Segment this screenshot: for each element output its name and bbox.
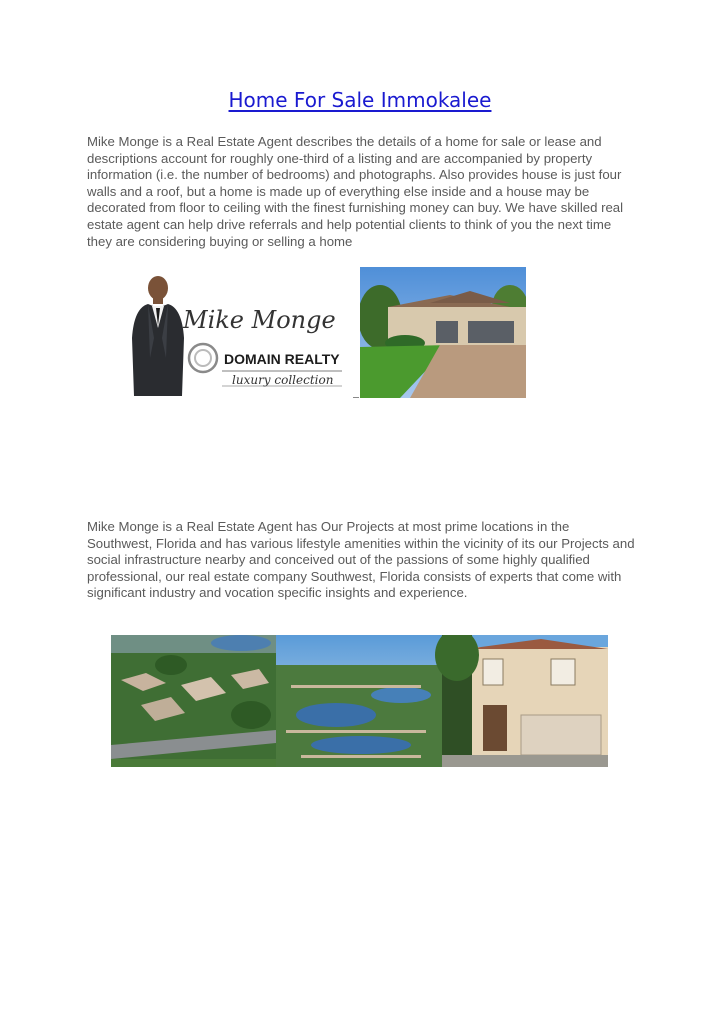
- house-photo: [360, 267, 526, 398]
- photo-strip: [111, 635, 608, 767]
- page-title[interactable]: Home For Sale Immokalee: [228, 88, 492, 112]
- aerial-neighborhood-photo: [111, 635, 276, 767]
- logo-name-text: Mike Monge: [183, 306, 336, 334]
- intro-paragraph: Mike Monge is a Real Estate Agent describes the details of a home for sale or lease and descriptions account for roughly one-third of a listing and are accompanied by property information (i.e. the number of bedrooms) and photographs. Also provides house is just four walls and a roof, but a home is made up of everything else inside and a house may be decorated from floor to ceiling with the finest furnishing money can buy. We have skilled real estate agent can help drive referrals and help potential clients to think of you the next time they are considering buying or selling a home: [87, 134, 624, 249]
- projects-paragraph: Mike Monge is a Real Estate Agent has Our Projects at most prime locations in the Southwest, Florida and has various lifestyle amenities within the vicinity of its our Projects and social infrastructure nearby and conceived out of the passions of some highly qualified professional, our real estate company Southwest, Florida consists of experts that come with significant industry and vocation specific insights and experience.: [87, 519, 635, 601]
- logo-emblem-icon: [189, 344, 217, 372]
- townhouse-photo: [435, 635, 608, 767]
- agent-photo: [132, 276, 184, 396]
- logo-tagline-text: luxury collection: [232, 373, 334, 387]
- aerial-lakes-photo: [276, 635, 442, 767]
- logo-company-text: DOMAIN REALTY: [224, 351, 340, 367]
- image-separator: [353, 397, 359, 398]
- agent-logo-image: [128, 268, 354, 398]
